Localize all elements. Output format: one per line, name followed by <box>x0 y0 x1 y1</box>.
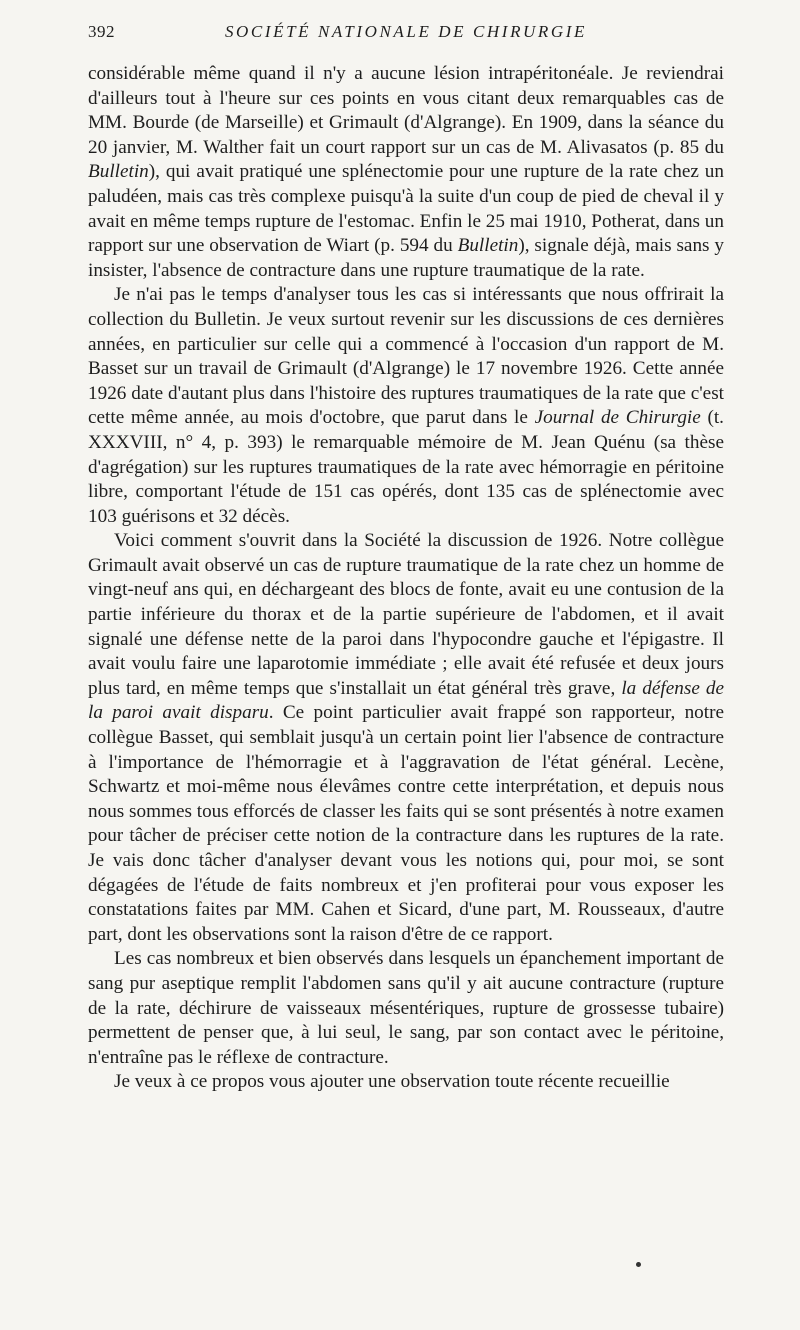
text-run: ), signale déjà, mais sans y insister, l'absence de contracture dans une rupture traumatique de la rate. <box>88 235 724 281</box>
italic-text: Journal de Chirurgie <box>534 407 701 429</box>
text-run: Les cas nombreux et bien observés dans lesquels un épanchement important de sang pur aseptique remplit l'abdomen sans qu'il y ait aucune contracture (rupture de la rate, déchirure de vaisseaux mésentériques, rupture de grossesse tubaire) permettent de penser que, à lui seul, le sang, par son contact avec le péritoine, n'entraîne pas le réflexe de contracture. <box>88 948 724 1068</box>
text-run: Voici comment s'ouvrit dans la Société la discussion de 1926. Notre collègue Grimault avait observé un cas de rupture traumatique de la rate chez un homme de vingt-neuf ans qui, en déchargeant des blocs de fonte, avait eu une contusion de la partie inférieure du thorax et de la partie supérieure de l'abdomen, et il avait signalé une défense nette de la paroi dans l'hypocondre gauche et l'épigastre. Il avait voulu faire une laparotomie immédiate ; elle avait été refusée et deux jours plus tard, en même temps que s'installait un état général très grave, <box>88 530 724 699</box>
text-run: (t. XXXVIII, n° 4, p. 393) le remarquable mémoire de M. Jean Quénu (sa thèse d'agrégation) sur les ruptures traumatiques de la rate avec hémorragie en péritoine libre, comportant l'étude de 151 cas opérés, dont 135 cas de splénectomie avec 103 guérisons et 32 décès. <box>88 407 724 527</box>
text-run: . Ce point particulier avait frappé son rapporteur, notre collègue Basset, qui semblait jusqu'à un certain point lier l'absence de contracture à l'importance de l'hémorragie et à l'aggravation de l'état général. Lecène, Schwartz et moi-même nous élevâmes contre cette interprétation, et depuis nous nous sommes tous efforcés de classer les faits qui se sont présentés à notre examen pour tâcher de préciser cette notion de la contracture dans les ruptures de la rate. Je vais donc tâcher d'analyser devant vous les notions qui, pour moi, se sont dégagées de l'étude de faits nombreux et j'en profiterai pour vous exposer les constatations faites par MM. Cahen et Sicard, d'une part, M. Rousseaux, d'autre part, dont les observations sont la raison d'être de ce rapport. <box>88 702 725 945</box>
text-run: ), qui avait pratiqué une splénectomie pour une rupture de la rate chez un paludéen, mais cas très complexe puisqu'à la suite d'un coup de pied de cheval il y avait en même temps rupture de l'estomac. Enfin le 25 mai 1910, Potherat, dans un rapport sur une observation de Wiart (p. 594 du <box>88 161 724 257</box>
paragraph <box>88 529 724 947</box>
text-run: Je n'ai pas le temps d'analyser tous les cas si intéressants que nous offrirait la collection du Bulletin. Je veux surtout revenir sur les discussions de ces dernières années, en particulier sur celle qui a commencé à l'occasion d'un rapport de M. Basset sur un travail de Grimault (d'Algrange) le 17 novembre 1926. Cette année 1926 date d'autant plus dans l'histoire des ruptures traumatiques de la rate que c'est cette même année, au mois d'octobre, que parut dans le <box>88 284 724 429</box>
page-number: 392 <box>88 22 115 41</box>
body-text <box>88 62 724 1095</box>
paragraph <box>88 1070 724 1095</box>
italic-text: Bulletin <box>88 161 149 183</box>
page-header <box>88 18 724 46</box>
paragraph <box>88 947 724 1070</box>
paragraph <box>88 62 724 283</box>
italic-text: Bulletin <box>457 235 519 257</box>
text-run: considérable même quand il n'y a aucune lésion intrapéritonéale. Je reviendrai d'ailleurs tout à l'heure sur ces points en vous citant deux remarquables cas de MM. Bourde (de Marseille) et Grimault (d'Algrange). En 1909, dans la séance du 20 janvier, M. Walther fait un court rapport sur un cas de M. Alivasatos (p. 85 du <box>88 63 724 158</box>
running-title: SOCIÉTÉ NATIONALE DE CHIRURGIE <box>224 22 588 41</box>
print-mark <box>636 1262 641 1267</box>
paragraph <box>88 283 724 529</box>
italic-text: la défense de la paroi avait disparu <box>88 677 725 724</box>
text-run: Je veux à ce propos vous ajouter une observation toute récente recueillie <box>114 1071 670 1093</box>
